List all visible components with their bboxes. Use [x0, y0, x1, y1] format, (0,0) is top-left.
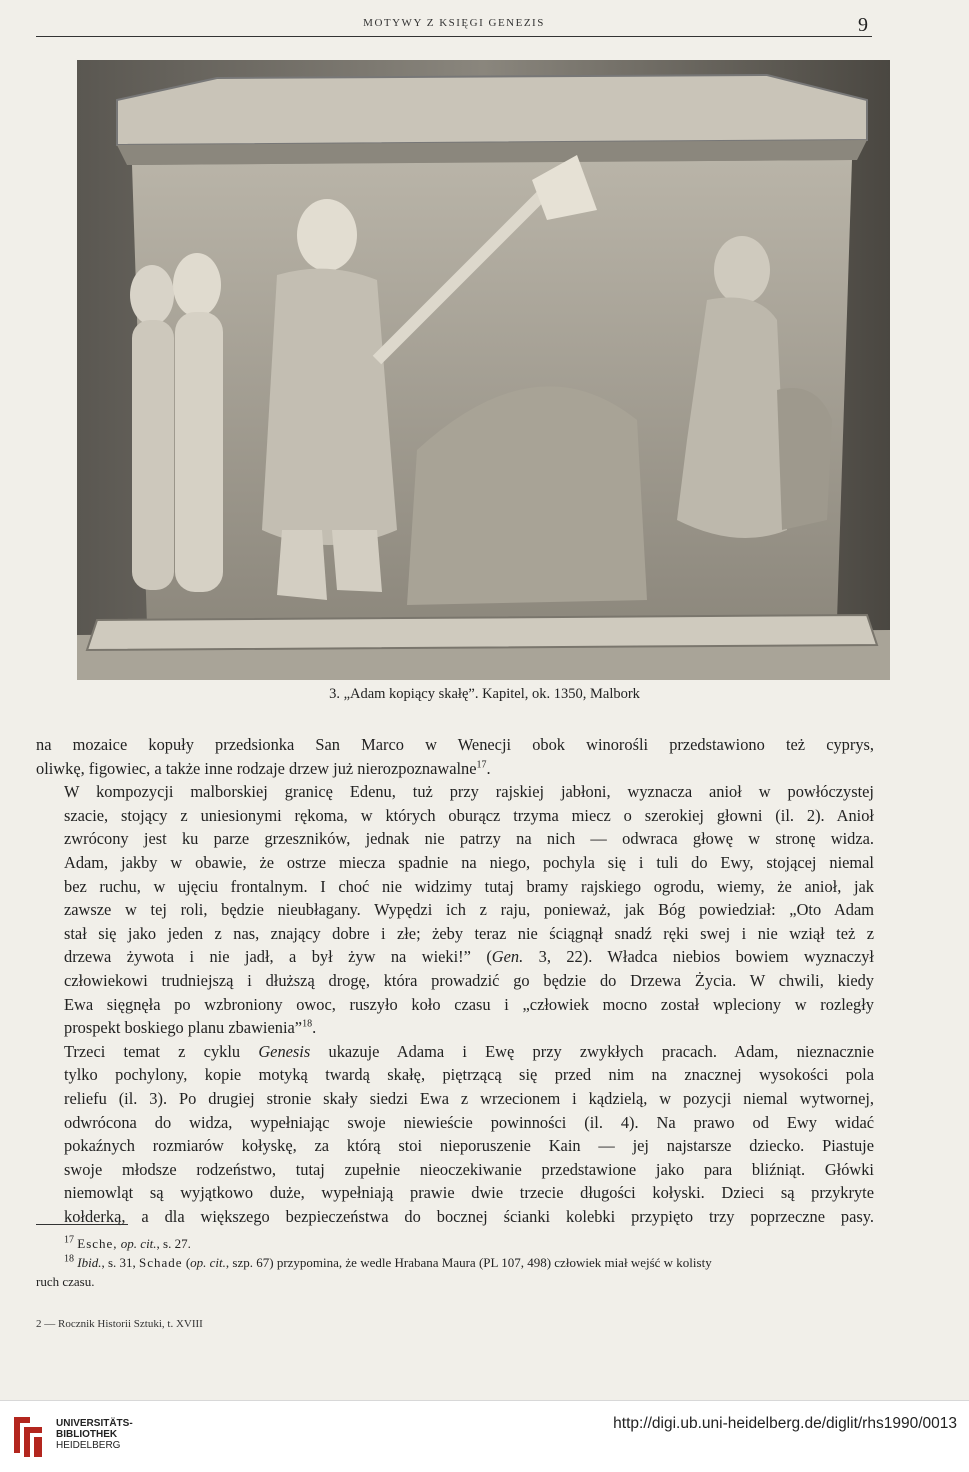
- text-span: oliwkę, figowiec, a także inne rodzaje drzew już nierozpoznawalne: [36, 758, 477, 778]
- text-line: swoje młodsze rodzeństwo, tutaj zupełnie nieoczekiwanie przedstawione jako para bliźniąt. Główki: [64, 1159, 874, 1179]
- library-footer: [0, 1400, 969, 1472]
- citation-italic: Ibid.: [77, 1255, 102, 1270]
- running-header: [36, 14, 872, 37]
- text-line: reliefu (il. 3). Po drugiej stronie skały siedzi Ewa z wrzecionem i kądzielą, w pozycji niemal wytwornej,: [64, 1088, 874, 1108]
- institution-line: BIBLIOTHEK: [56, 1429, 118, 1440]
- institution-line: HEIDELBERG: [56, 1440, 121, 1451]
- text-line: tylko pochylony, kopie motyką twardą skałę, piętrzącą się przed nim na znacznej wysokości pola: [64, 1065, 874, 1085]
- text-line: Adam, jakby w obawie, że ostrze miecza spadnie na niego, pochyla się i tuli do Ewy, stojącej niemal: [64, 852, 874, 872]
- footnote-ref-17: 17: [476, 759, 487, 771]
- text-line: na mozaice kopuły przedsionka San Marco w Wenecji obok winorośli przedstawiono też cyprys,: [36, 735, 874, 754]
- text-line: pokaźnych rozmiarów kołyskę, za którą stoi nieporuszenie Kain — jej najstarsze dziecko. Piastuje: [64, 1136, 874, 1156]
- footnote-number: 18: [64, 1253, 74, 1265]
- text-line: bez ruchu, w ujęciu frontalnym. I choć nie widzimy tutaj bramy rajskiego ogrodu, wiemy, że anioł, jak: [64, 876, 874, 896]
- source-url-link[interactable]: http://digi.ub.uni-heidelberg.de/diglit/rhs1990/0013: [613, 1415, 957, 1432]
- citation-italic: Gen.: [491, 947, 524, 967]
- institution-line: UNIVERSITÄTS-: [56, 1418, 133, 1429]
- text-span: (: [486, 947, 492, 967]
- text-span: prospekt boskiego planu zbawienia”: [64, 1018, 303, 1038]
- author-name: Schade: [139, 1255, 183, 1270]
- running-title: MOTYWY Z KSIĘGI GENEZIS: [363, 17, 545, 29]
- text-line: W kompozycji malborskiej granicę Edenu, tuż przy rajskiej jabłoni, wyznacza anioł w powłóczystej: [64, 782, 874, 802]
- author-name: Esche,: [77, 1236, 118, 1251]
- page-number: 9: [858, 14, 868, 36]
- text-line: kołderką, a dla większego bezpieczeństwa do bocznej ścianki kolebki przypięto trzy poprzeczne pasy.: [64, 1206, 874, 1226]
- text-span: Trzeci temat z cyklu: [64, 1041, 259, 1061]
- text-span: ukazuje Adama i Ewę przy zwykłych pracach. Adam, nieznacznie: [310, 1041, 874, 1061]
- library-logo-icon: [10, 1413, 46, 1459]
- footnote-ref-18: 18: [302, 1018, 313, 1030]
- signature-mark: 2 — Rocznik Historii Sztuki, t. XVIII: [36, 1318, 203, 1330]
- text-line: człowiekowi trudniejszą i dłuższą drogę, która prowadzić go będzie do Drzewa Życia. W chwili, kiedy: [64, 970, 874, 990]
- text-line: Ewa sięgnęła po wzbroniony owoc, ruszyło koło czasu i „człowiek mocno został wpleciony w rozległy: [64, 994, 874, 1014]
- title-italic: Genesis: [258, 1041, 311, 1061]
- footnote-number: 17: [64, 1234, 74, 1246]
- text-line: prospekt boskiego planu zbawienia”$^{18}$.: [64, 1018, 317, 1038]
- text-span: , szp. 67) przypomina, że wedle Hrabana Maura (PL 107, 498) człowiek miał wejść w kolisty: [225, 1255, 712, 1270]
- text-span: 3, 22). Władca niebios bowiem wyznaczył: [523, 947, 874, 967]
- text-line: niemowląt są wyjątkowo duże, wypełniają prawie dwie trzecie długości kołyski. Dzieci są przykryte: [64, 1183, 874, 1203]
- institution-name: [56, 1418, 133, 1451]
- citation-italic: op. cit.: [190, 1255, 226, 1270]
- paragraph-1: [36, 733, 874, 780]
- footnote-17: [36, 1234, 876, 1253]
- citation-italic: op. cit.: [120, 1236, 157, 1251]
- figure-caption: 3. „Adam kopiący skałę”. Kapitel, ok. 1350, Malbork: [329, 686, 640, 702]
- text-line: oliwkę, figowiec, a także inne rodzaje drzew już nierozpoznawalne$^{17}$.: [36, 758, 491, 778]
- footnotes: [36, 1234, 876, 1291]
- text-line: szacie, stojący z uniesionymi rękoma, w których oburącz trzyma miecz o szerokiej głowni (il. 2). Anioł: [64, 805, 874, 825]
- text-line: zwrócony jest ku parze grzeszników, jednak nie patrzy na nich — odwraca głowę w stronę widza.: [64, 829, 874, 849]
- text-line: zawsze w tej roli, będzie nieubłagany. Wypędzi ich z raju, ponieważ, jak Bóg powiedział: „Oto Adam: [64, 900, 874, 920]
- text-line: [36, 1040, 874, 1064]
- text-span: drzewa żywota i nie jadł, a był żyw na wieki!”: [64, 947, 471, 967]
- text-line: stał się jako jeden z nas, znający dobre i złe; żeby teraz nie ściągnął snadź ręki swej i nie wziął też z: [64, 923, 874, 943]
- text-span: (: [182, 1255, 191, 1270]
- figure-photo-capital-relief: [77, 60, 890, 680]
- footnote-18-continuation: ruch czasu.: [36, 1274, 95, 1289]
- paragraph-3: [36, 1040, 874, 1229]
- body-text: [36, 733, 874, 1228]
- text-line: [36, 945, 874, 969]
- text-span: , s. 27.: [156, 1236, 191, 1251]
- footnote-18: [36, 1253, 876, 1272]
- text-line: odwrócona do widza, wypełniając swoje niewieście powinności (il. 4). Na prawo od Ewy widać: [64, 1112, 874, 1132]
- paragraph-2: [36, 780, 874, 1040]
- text-span: , s. 31,: [101, 1255, 140, 1270]
- footnote-divider: [36, 1224, 128, 1225]
